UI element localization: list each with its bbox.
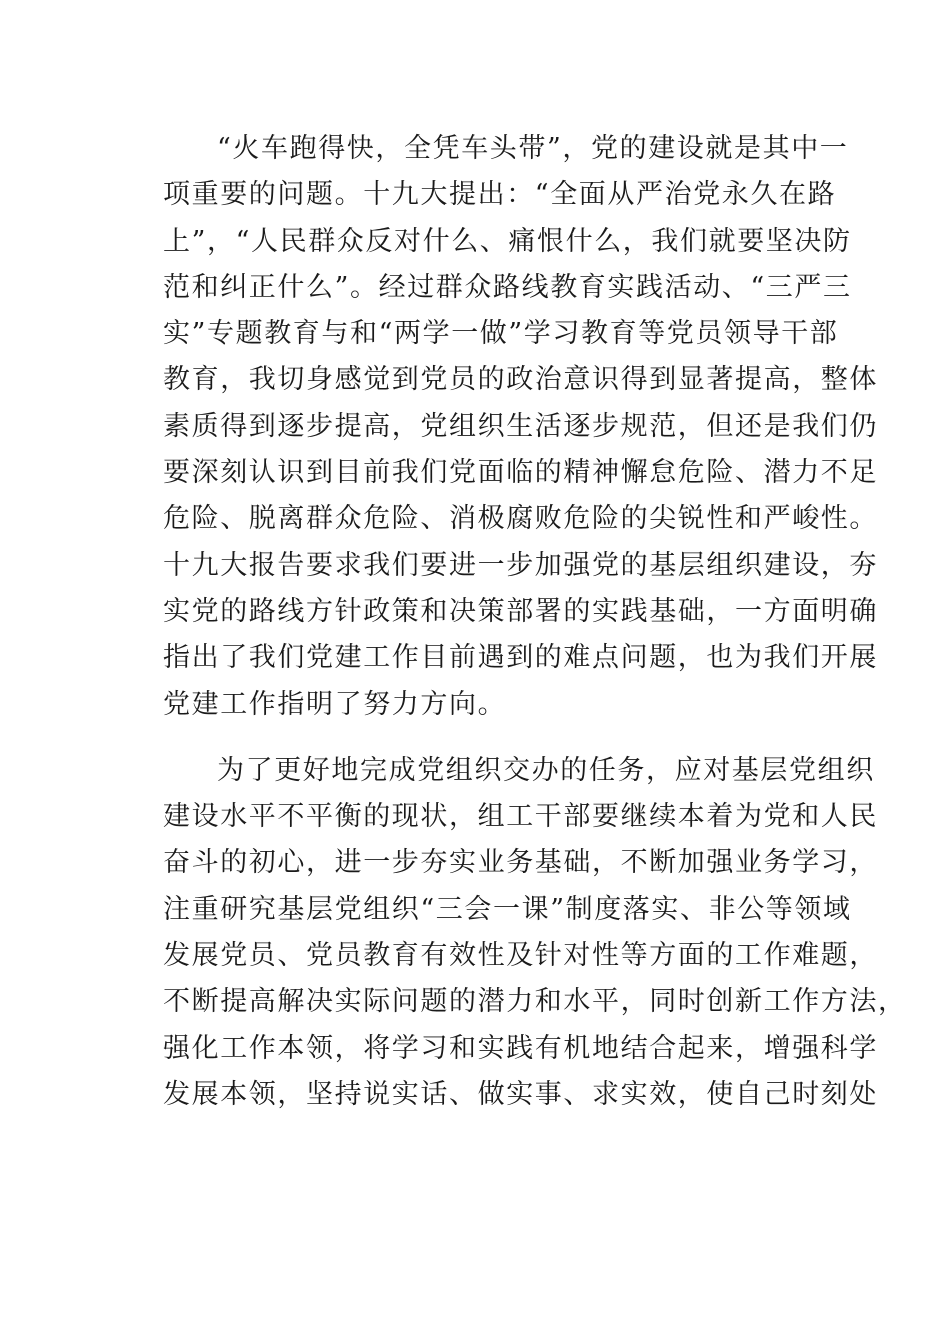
- text-line: 注重研究基层党组织“三会一课”制度落实、非公等领域: [163, 893, 852, 925]
- text-line: 为了更好地完成党组织交办的任务，应对基层党组织: [217, 754, 875, 786]
- text-line: 奋斗的初心，进一步夯实业务基础，不断加强业务学习，: [163, 847, 878, 879]
- text-line: 发展党员、党员教育有效性及针对性等方面的工作难题，: [163, 940, 878, 972]
- text-line: 指出了我们党建工作目前遇到的难点问题，也为我们开展: [163, 642, 878, 674]
- text-line: 强化工作本领，将学习和实践有机地结合起来，增强科学: [163, 1032, 878, 1064]
- text-line: 实党的路线方针政策和决策部署的实践基础，一方面明确: [163, 595, 878, 627]
- text-line: 上”，“人民群众反对什么、痛恨什么，我们就要坚决防: [163, 225, 852, 257]
- text-line: 素质得到逐步提高，党组织生活逐步规范，但还是我们仍: [163, 410, 878, 442]
- text-line: 教育，我切身感觉到党员的政治意识得到显著提高，整体: [163, 364, 878, 396]
- text-line: 党建工作指明了努力方向。: [163, 688, 507, 720]
- document-body: [163, 126, 907, 1118]
- text-line: 危险、脱离群众危险、消极腐败危险的尖锐性和严峻性。: [163, 503, 878, 535]
- text-line: 十九大报告要求我们要进一步加强党的基层组织建设，夯: [163, 549, 878, 581]
- text-line: 项重要的问题。十九大提出：“全面从严治党永久在路: [163, 179, 837, 211]
- text-line: 实”专题教育与和“两学一做”学习教育等党员领导干部: [163, 318, 839, 350]
- paragraph-spacer: [163, 728, 813, 748]
- text-line: 不断提高解决实际问题的潜力和水平，同时创新工作方法，: [163, 986, 907, 1018]
- text-line: 范和纠正什么”。经过群众路线教育实践活动、“三严三: [163, 271, 852, 303]
- paragraph-2: [163, 748, 907, 1118]
- text-line: 发展本领，坚持说实话、做实事、求实效，使自己时刻处: [163, 1078, 878, 1110]
- text-line: “火车跑得快，全凭车头带”，党的建设就是其中一: [217, 133, 849, 164]
- text-line: 建设水平不平衡的现状，组工干部要继续本着为党和人民: [163, 801, 878, 833]
- text-line: 要深刻认识到目前我们党面临的精神懈怠危险、潜力不足: [163, 457, 878, 489]
- paragraph-1: [163, 126, 878, 728]
